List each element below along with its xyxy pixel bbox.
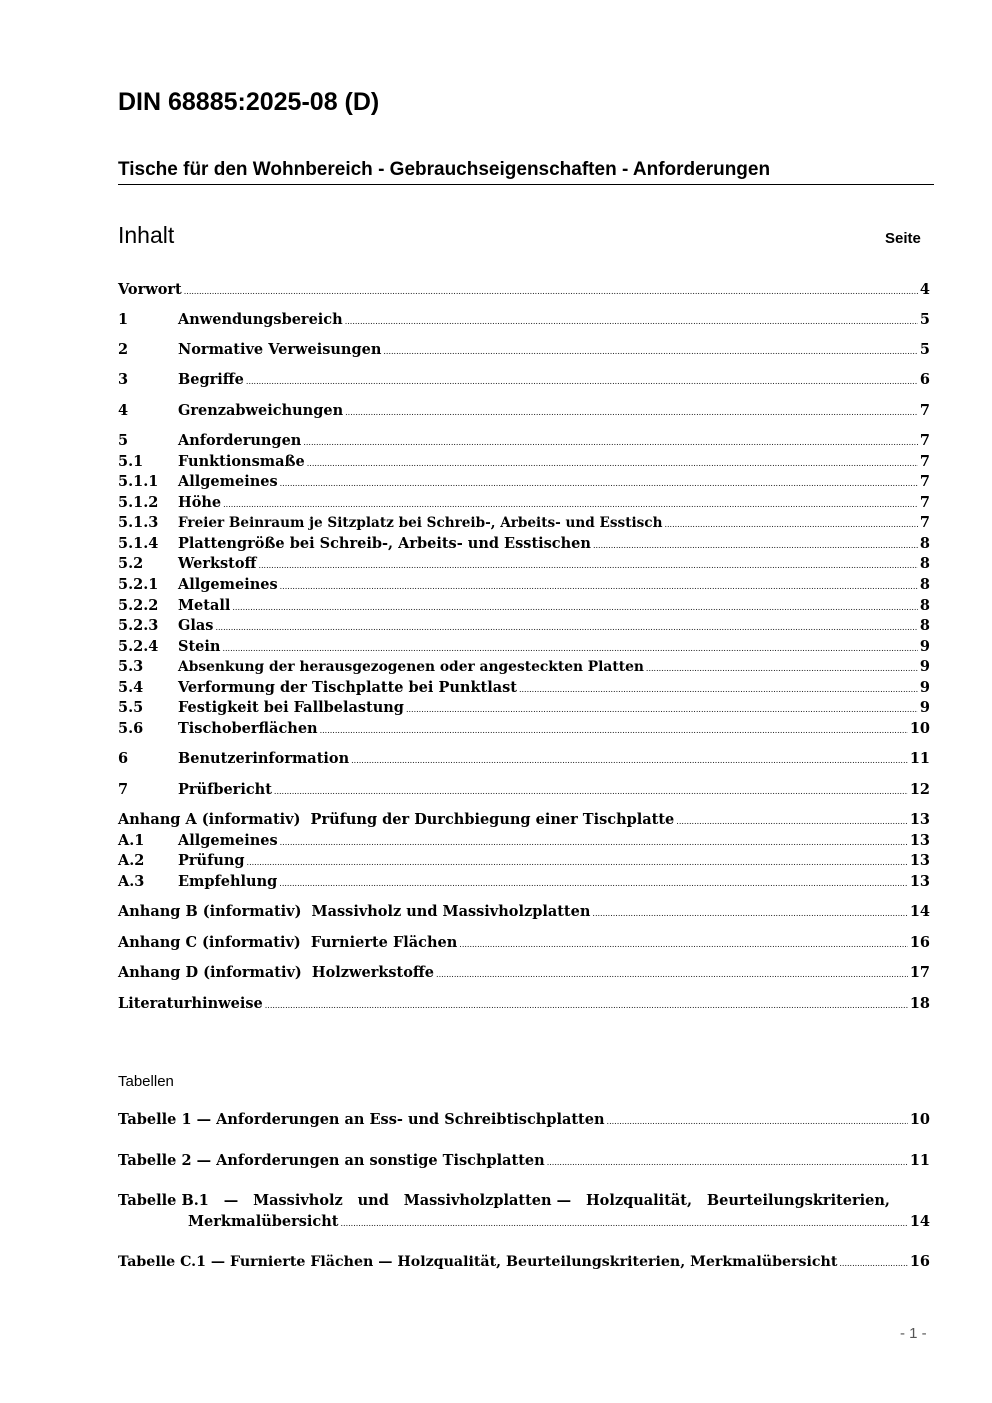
toc-entry[interactable]	[118, 472, 930, 492]
toc-entry-page: 9	[919, 699, 930, 716]
toc-entry[interactable]	[118, 534, 930, 554]
table-entry-word: Massivholz	[253, 1192, 343, 1209]
toc-entry-title: Anwendungsbereich	[178, 311, 343, 328]
toc-entry-title: Verformung der Tischplatte bei Punktlast	[178, 679, 517, 696]
tables-heading: Tabellen	[118, 1073, 174, 1090]
leader-dots	[279, 872, 908, 894]
leader-dots	[307, 452, 918, 474]
toc-entry-title: Empfehlung	[178, 873, 278, 890]
toc-entry-title: Benutzerinformation	[178, 750, 350, 767]
toc-entry-title: Allgemeines	[178, 576, 278, 593]
toc-entry-page: 4	[919, 281, 930, 298]
toc-entry-number: 5.1.1	[118, 473, 159, 490]
table-list-entry[interactable]	[118, 1252, 930, 1272]
toc-entry-title: Werkstoff	[178, 555, 257, 572]
leader-dots	[436, 963, 908, 985]
toc-entry-number: 5.1.4	[118, 535, 159, 552]
toc-entry-number: 2	[118, 341, 129, 358]
toc-entry-number: 5.2.2	[118, 597, 159, 614]
table-entry-title: Tabelle 2 — Anforderungen an sonstige Tischplatten	[118, 1152, 545, 1169]
toc-entry-title: Vorwort	[118, 281, 182, 298]
leader-dots	[184, 280, 918, 302]
toc-entry-page: 17	[909, 964, 930, 981]
toc-entry-number: 5.2.4	[118, 638, 159, 655]
toc-entry[interactable]	[118, 310, 930, 330]
toc-entry-title: Festigkeit bei Fallbelastung	[178, 699, 404, 716]
toc-entry[interactable]	[118, 749, 930, 769]
toc-entry-title: Plattengröße bei Schreib-, Arbeits- und Esstischen	[178, 535, 591, 552]
table-entry-title: Tabelle C.1 — Furnierte Flächen — Holzqualität, Beurteilungskriterien, Merkmalübersicht	[118, 1254, 838, 1270]
toc-entry-title: Freier Beinraum je Sitzplatz bei Schreib-, Arbeits- und Esstisch	[178, 515, 663, 531]
leader-dots	[547, 1151, 908, 1173]
toc-entry-number: 4	[118, 402, 129, 419]
toc-entry-title: Literaturhinweise	[118, 995, 263, 1012]
table-entry-page: 11	[909, 1152, 930, 1169]
leader-dots	[459, 933, 908, 955]
leader-dots	[406, 698, 918, 720]
toc-entry-title: Anhang A (informativ) Prüfung der Durchbiegung einer Tischplatte	[118, 811, 675, 828]
leader-dots	[247, 851, 908, 873]
leader-dots	[676, 810, 908, 832]
leader-dots	[280, 831, 908, 853]
toc-entry-page: 14	[909, 903, 930, 920]
toc-entry-page: 7	[919, 473, 930, 490]
document-id: DIN 68885:2025-08 (D)	[118, 88, 380, 116]
leader-dots	[280, 575, 918, 597]
toc-entry-page: 9	[919, 658, 930, 675]
leader-dots	[839, 1252, 907, 1274]
toc-entry-title: Metall	[178, 597, 231, 614]
leader-dots	[223, 493, 918, 515]
toc-entry-page: 7	[919, 514, 930, 531]
toc-entry-number: 5.1	[118, 453, 144, 470]
table-entry-page: 10	[909, 1111, 930, 1128]
toc-entry-page: 7	[919, 432, 930, 449]
leader-dots	[383, 340, 918, 362]
leader-dots	[664, 513, 917, 535]
toc-entry[interactable]	[118, 657, 930, 677]
toc-entry-number: 5.6	[118, 720, 144, 737]
toc-entry[interactable]	[118, 280, 930, 300]
toc-entry-number: 5	[118, 432, 129, 449]
toc-entry-number: 5.5	[118, 699, 144, 716]
table-list-entry[interactable]	[118, 1190, 930, 1232]
toc-entry[interactable]	[118, 963, 930, 983]
toc-entry-number: A.3	[118, 873, 145, 890]
table-entry-word: —	[223, 1192, 239, 1209]
table-entry-word: Massivholzplatten —	[403, 1192, 572, 1209]
toc-entry[interactable]	[118, 401, 930, 421]
toc-entry[interactable]	[118, 719, 930, 739]
toc-entry[interactable]	[118, 678, 930, 698]
toc-entry[interactable]	[118, 831, 930, 851]
toc-entry-title: Höhe	[178, 494, 222, 511]
toc-entry[interactable]	[118, 902, 930, 922]
toc-entry-page: 9	[919, 638, 930, 655]
toc-entry-number: 5.2.1	[118, 576, 159, 593]
toc-entry[interactable]	[118, 370, 930, 390]
leader-dots	[593, 534, 918, 556]
toc-entry-page: 7	[919, 494, 930, 511]
toc-entry-page: 6	[919, 371, 930, 388]
toc-entry-title: Anforderungen	[178, 432, 302, 449]
leader-dots	[345, 401, 918, 423]
leader-dots	[232, 596, 918, 618]
toc-entry[interactable]	[118, 340, 930, 360]
toc-entry-title: Funktionsmaße	[178, 453, 305, 470]
leader-dots	[222, 637, 917, 659]
toc-entry[interactable]	[118, 851, 930, 871]
toc-entry-page: 13	[909, 873, 930, 890]
leader-dots	[351, 749, 908, 771]
toc-entry-page: 7	[919, 453, 930, 470]
toc-entry-page: 18	[909, 995, 930, 1012]
toc-entry-page: 13	[909, 832, 930, 849]
toc-entry-page: 9	[919, 679, 930, 696]
contents-heading: Inhalt	[118, 222, 175, 248]
toc-entry-page: 11	[909, 750, 930, 767]
table-entry-title: Tabelle 1 — Anforderungen an Ess- und Schreibtischplatten	[118, 1111, 605, 1128]
toc-entry-title: Grenzabweichungen	[178, 402, 344, 419]
toc-entry-number: A.2	[118, 852, 145, 869]
toc-entry[interactable]	[118, 596, 930, 616]
leader-dots	[646, 657, 918, 679]
table-entry-word: Tabelle B.1	[118, 1192, 209, 1209]
leader-dots	[265, 994, 908, 1016]
table-entry-page: 16	[909, 1253, 930, 1270]
page-number: - 1 -	[900, 1325, 927, 1342]
leader-dots	[246, 370, 918, 392]
toc-entry-number: 5.1.2	[118, 494, 159, 511]
toc-entry[interactable]	[118, 637, 930, 657]
toc-entry-title: Anhang D (informativ) Holzwerkstoffe	[118, 964, 435, 981]
toc-entry-title: Prüfbericht	[178, 781, 272, 798]
toc-entry-title: Tischoberflächen	[178, 720, 318, 737]
leader-dots	[303, 431, 918, 453]
leader-dots	[519, 678, 918, 700]
leader-dots	[345, 310, 918, 332]
toc-entry-page: 8	[919, 597, 930, 614]
toc-entry[interactable]	[118, 575, 930, 595]
toc-entry-number: 5.1.3	[118, 514, 159, 531]
toc-entry-page: 13	[909, 811, 930, 828]
toc-entry-title: Glas	[178, 617, 214, 634]
toc-entry[interactable]	[118, 698, 930, 718]
toc-entry-number: 5.2	[118, 555, 144, 572]
toc-entry[interactable]	[118, 810, 930, 830]
toc-entry-title: Normative Verweisungen	[178, 341, 382, 358]
toc-entry-title: Allgemeines	[178, 832, 278, 849]
toc-entry[interactable]	[118, 513, 930, 533]
toc-entry-page: 8	[919, 617, 930, 634]
toc-entry-title: Anhang C (informativ) Furnierte Flächen	[118, 934, 458, 951]
toc-entry-title: Begriffe	[178, 371, 244, 388]
toc-entry-title: Stein	[178, 638, 221, 655]
toc-entry-page: 16	[909, 934, 930, 951]
toc-entry-page: 10	[909, 720, 930, 737]
toc-entry-number: 5.3	[118, 658, 144, 675]
leader-dots	[592, 902, 907, 924]
table-entry-page: 14	[909, 1213, 930, 1230]
toc-entry-page: 8	[919, 555, 930, 572]
leader-dots	[280, 472, 918, 494]
toc-entry-number: 6	[118, 750, 129, 767]
document-title: Tische für den Wohnbereich - Gebrauchseigenschaften - Anforderungen	[118, 159, 934, 185]
toc-entry[interactable]	[118, 933, 930, 953]
toc-entry-page: 8	[919, 535, 930, 552]
toc-entry[interactable]	[118, 554, 930, 574]
toc-entry-page: 5	[919, 311, 930, 328]
toc-entry[interactable]	[118, 780, 930, 800]
table-entry-title: Merkmalübersicht	[188, 1213, 339, 1230]
toc-entry-number: 3	[118, 371, 129, 388]
toc-entry[interactable]	[118, 431, 930, 451]
toc-entry-title: Absenkung der herausgezogenen oder angesteckten Platten	[178, 659, 644, 675]
toc-entry-page: 13	[909, 852, 930, 869]
leader-dots	[341, 1212, 908, 1234]
toc-entry-number: 1	[118, 311, 129, 328]
toc-entry-title: Anhang B (informativ) Massivholz und Massivholzplatten	[118, 903, 591, 920]
table-entry-title-line2	[118, 1211, 930, 1232]
leader-dots	[320, 719, 908, 741]
toc-entry[interactable]	[118, 493, 930, 513]
leader-dots	[607, 1110, 908, 1132]
toc-entry[interactable]	[118, 616, 930, 636]
toc-entry-page: 5	[919, 341, 930, 358]
toc-entry-title: Prüfung	[178, 852, 245, 869]
table-list-entry[interactable]	[118, 1110, 930, 1130]
toc-entry[interactable]	[118, 994, 930, 1014]
table-entry-word: Holzqualität,	[585, 1192, 693, 1209]
table-list-entry[interactable]	[118, 1151, 930, 1171]
toc-entry-number: 7	[118, 781, 129, 798]
page-column-label: Seite	[885, 230, 921, 247]
leader-dots	[258, 554, 917, 576]
toc-entry-number: A.1	[118, 832, 145, 849]
leader-dots	[274, 780, 908, 802]
toc-entry-page: 8	[919, 576, 930, 593]
toc-entry[interactable]	[118, 872, 930, 892]
table-entry-title-line1	[118, 1190, 890, 1211]
toc-entry-page: 12	[909, 781, 930, 798]
leader-dots	[215, 616, 917, 638]
toc-entry-title: Allgemeines	[178, 473, 278, 490]
toc-entry[interactable]	[118, 452, 930, 472]
table-entry-word: und	[357, 1192, 389, 1209]
toc-entry-page: 7	[919, 402, 930, 419]
toc-entry-number: 5.2.3	[118, 617, 159, 634]
toc-entry-number: 5.4	[118, 679, 144, 696]
table-entry-word: Beurteilungskriterien,	[706, 1192, 890, 1209]
